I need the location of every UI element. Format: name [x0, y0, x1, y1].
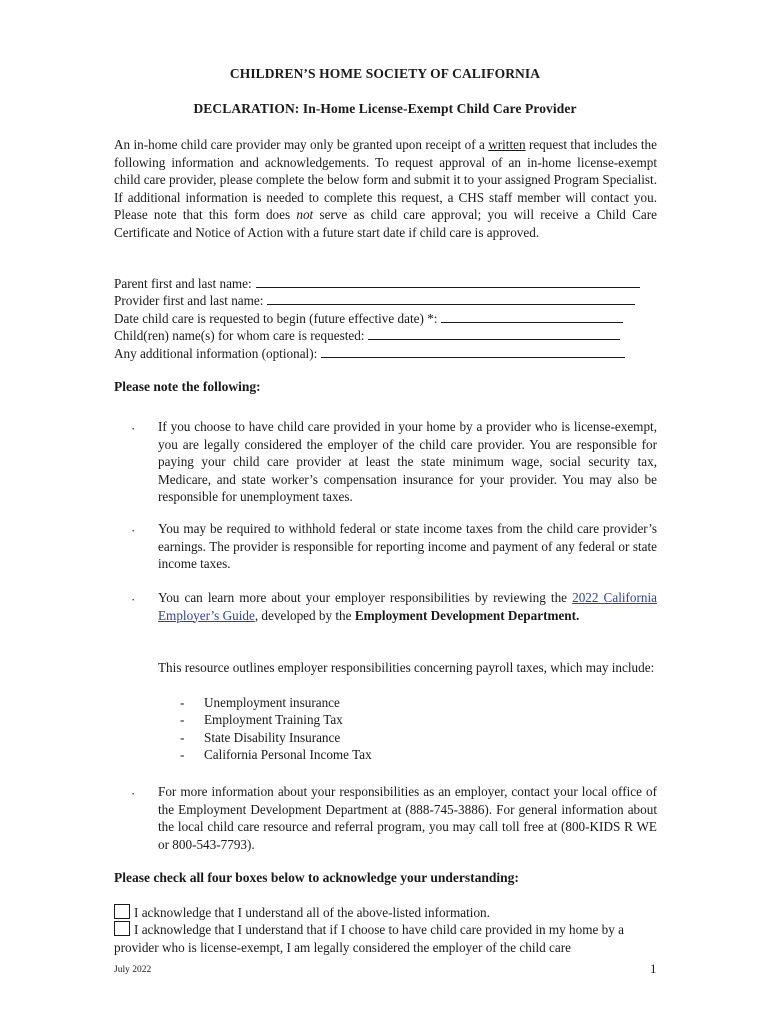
page-number: 1	[650, 961, 657, 976]
intro-text-3: serve as child care approval; you will receive a Child Care Certificate and Notice of Action with a future start date if child care is approved.	[114, 207, 657, 240]
additional-info-label: Any additional information (optional):	[114, 346, 318, 361]
bullet-employer-guide	[158, 589, 657, 624]
tax-item: - Unemployment insurance	[180, 695, 340, 710]
provider-name-blank[interactable]	[267, 292, 635, 305]
additional-info-field	[114, 345, 625, 363]
guide-text-2: , developed by the	[254, 607, 355, 623]
bullet-marker-2: ·	[131, 523, 136, 538]
acknowledge-checkbox-2[interactable]	[114, 921, 130, 936]
check-heading: Please check all four boxes below to acknowledge your understanding:	[114, 870, 519, 885]
bullet-employer-status: If you choose to have child care provided in your home by a provider who is license-exempt, you are legally considered the employer of the child care provider. You are responsible for paying your child care provider at least the state minimum wage, social security tax, Medicare, and state worker’s compensation insurance for your provider. You may also be responsible for unemployment taxes.	[158, 419, 657, 504]
bullet-withhold-taxes: You may be required to withhold federal or state income taxes from the child care provider’s earnings. The provider is responsible for reporting income and payment of any federal or state income taxes.	[158, 521, 657, 571]
bullet-contact-info: For more information about your responsibilities as an employer, contact your local office of the Employment Development Department at (888-745-3886). For general information about the local child care resource and referral program, you may call toll free at (800-KIDS R WE or 800-543-7793).	[158, 784, 657, 852]
acknowledge-row-2	[114, 921, 657, 956]
intro-text-2: request that includes the following information and acknowledgements. To request approval of an in-home license-exempt child care provider, please complete the below form and submit it to your assigned Program Specialist. If additional information is needed to complete this request, a CHS staff member will contact you. Please note that this form does	[114, 137, 657, 222]
children-names-blank[interactable]	[368, 327, 620, 340]
acknowledge-text-1: I acknowledge that I understand all of the above-listed information.	[134, 905, 490, 920]
edd-bold: Employment Development Department.	[354, 607, 580, 623]
footer-date: July 2022	[114, 965, 152, 975]
start-date-blank[interactable]	[441, 310, 623, 323]
provider-name-field	[114, 292, 635, 310]
children-names-label: Child(ren) name(s) for whom care is requested:	[114, 328, 365, 343]
organization-heading: CHILDREN’S HOME SOCIETY OF CALIFORNIA	[229, 66, 541, 81]
resource-note: This resource outlines employer responsibilities concerning payroll taxes, which may include:	[158, 660, 655, 675]
provider-name-label: Provider first and last name:	[114, 293, 264, 308]
intro-paragraph	[114, 136, 657, 241]
acknowledge-row-1	[114, 904, 657, 922]
form-title: DECLARATION: In-Home License-Exempt Child Care Provider	[193, 101, 577, 116]
start-date-field	[114, 310, 623, 328]
tax-item: - California Personal Income Tax	[180, 747, 372, 762]
intro-text-1: An in-home child care provider may only be granted upon receipt of a	[114, 137, 489, 152]
acknowledge-checkbox-1[interactable]	[114, 904, 130, 919]
children-names-field	[114, 327, 620, 345]
bullet-marker-3: ·	[131, 592, 136, 607]
parent-name-blank[interactable]	[256, 275, 640, 288]
tax-item: - State Disability Insurance	[180, 730, 341, 745]
parent-name-field	[114, 275, 640, 293]
additional-info-blank[interactable]	[321, 345, 625, 358]
acknowledge-text-2: I acknowledge that I understand that if I choose to have child care provided in my home by a provider who is license-exempt, I am legally considered the employer of the child care	[114, 922, 624, 955]
intro-not-emphasis: not	[296, 207, 314, 222]
bullet-marker-4: ·	[131, 786, 136, 801]
parent-name-label: Parent first and last name:	[114, 276, 252, 291]
start-date-label: Date child care is requested to begin (future effective date) *:	[114, 311, 438, 326]
note-heading: Please note the following:	[114, 379, 261, 394]
intro-written-emphasis: written	[488, 137, 526, 152]
tax-item: - Employment Training Tax	[180, 712, 343, 727]
employer-guide-link[interactable]: 2022 California Employer’s Guide	[158, 590, 658, 623]
guide-text-1: You can learn more about your employer responsibilities by reviewing the	[158, 590, 573, 605]
bullet-marker-1: ·	[131, 421, 136, 436]
